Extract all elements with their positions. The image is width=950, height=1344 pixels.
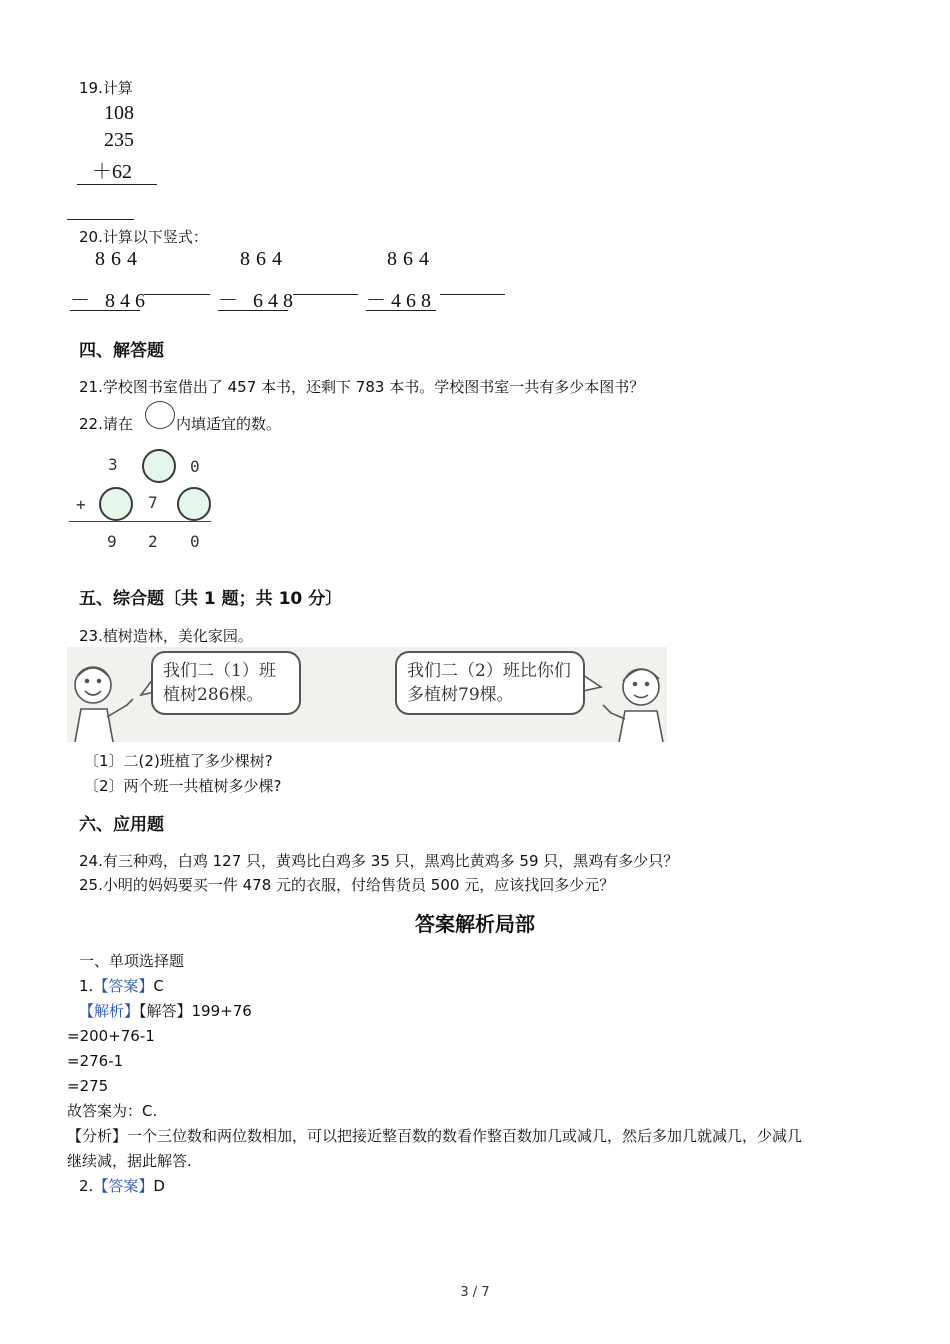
- analysis-tag: 【解析】: [79, 1002, 140, 1020]
- boy-right-icon: [603, 669, 663, 742]
- q20-col1-top: 864: [95, 248, 143, 270]
- q20-col2-bottom: － 648: [218, 290, 298, 312]
- solution-step-2: =276-1: [67, 1052, 124, 1070]
- q24-text: 24.有三种鸡，白鸡 127 只，黄鸡比白鸡多 35 只，黑鸡比黄鸡多 59 只，黑鸡有多少只？: [79, 852, 679, 870]
- q22-row3-digit-3: 0: [190, 532, 200, 551]
- q23-text: 23.植树造林，美化家园。: [79, 627, 253, 645]
- q20-col2-rule: [218, 310, 288, 311]
- analysis-line-2: 继续减，据此解答.: [67, 1152, 192, 1170]
- q22-blank-circle-1[interactable]: [142, 449, 176, 483]
- q19-addend-3: ＋62: [92, 161, 132, 183]
- q23-sub-question-2: 〔2〕两个班一共植树多少棵?: [84, 777, 282, 795]
- q22-blank-circle-3[interactable]: [177, 487, 211, 521]
- q22-row2-digit-2: 7: [148, 493, 158, 512]
- speech-bubble-left: 我们二（1）班植树286棵。: [151, 651, 301, 715]
- q25-text: 25.小明的妈妈要买一件 478 元的衣服，付给售货员 500 元，应该找回多少元？: [79, 876, 615, 894]
- q22-suffix: 内填适宜的数。: [176, 415, 282, 433]
- q19-answer-blank: [67, 219, 134, 220]
- answer-1-number: 1.: [79, 977, 94, 995]
- q19-label: 19.计算: [79, 79, 133, 97]
- q22-plus-sign: +: [76, 495, 86, 514]
- q22-row3-digit-1: 9: [107, 532, 117, 551]
- speech-bubble-right: 我们二（2）班比你们多植树79棵。: [395, 651, 585, 715]
- q20-label: 20.计算以下竖式：: [79, 228, 208, 246]
- q22-row3-digit-2: 2: [148, 532, 158, 551]
- answer-2-value: D: [153, 1177, 165, 1195]
- q20-col3-blank: [440, 294, 505, 295]
- solve-tag: 【解答】199+76: [139, 1002, 252, 1020]
- q19-sum-line: [77, 184, 157, 185]
- section-4-title: 四、解答题: [79, 341, 164, 361]
- q22-sum-line: [69, 521, 211, 522]
- section-6-title: 六、应用题: [79, 815, 164, 835]
- answer-1-row: [79, 976, 164, 996]
- q20-col1-rule: [70, 310, 140, 311]
- solution-step-1: =200+76-1: [67, 1027, 155, 1045]
- q23-sub-question-1: 〔1〕二(2)班植了多少棵树?: [84, 752, 273, 770]
- q22-row1-digit-3: 0: [190, 457, 200, 476]
- page-number: 3 / 7: [460, 1285, 490, 1300]
- q20-col3-top: 864: [387, 248, 435, 270]
- q20-col1-blank: [144, 294, 210, 295]
- answer-tag: 【答案】: [93, 977, 154, 995]
- solution-conclusion: 故答案为：C.: [67, 1102, 158, 1120]
- answer-2-number: 2.: [79, 1177, 94, 1195]
- analysis-row: [79, 1001, 252, 1021]
- q20-col3-bottom: －468: [366, 290, 436, 312]
- solution-step-3: =275: [67, 1077, 109, 1095]
- answer-2-row: [79, 1176, 165, 1196]
- q20-col1-bottom: － 846: [70, 290, 150, 312]
- q22-circle-icon: [145, 401, 175, 429]
- q19-addend-1: 108: [104, 102, 134, 124]
- answer-tag-2: 【答案】: [93, 1177, 154, 1195]
- boy-left-icon: [75, 667, 133, 742]
- q20-col2-blank: [293, 294, 358, 295]
- q21-text: 21.学校图书室借出了 457 本书，还剩下 783 本书。学校图书室一共有多少本图书？: [79, 378, 645, 396]
- q22-prefix: 22.请在: [79, 415, 133, 433]
- q22-blank-circle-2[interactable]: [99, 487, 133, 521]
- q20-col3-rule: [366, 310, 436, 311]
- q23-illustration: [67, 647, 667, 742]
- q20-col2-top: 864: [240, 248, 288, 270]
- answer-1-value: C: [153, 977, 164, 995]
- analysis-line-1: 【分析】一个三位数和两位数相加，可以把接近整百数的数看作整百数加几或减几，然后多加几就减几，少减几: [67, 1127, 803, 1145]
- answers-section-1: 一、单项选择题: [79, 952, 185, 970]
- answers-title: 答案解析局部: [415, 912, 535, 936]
- q19-addend-2: 235: [104, 129, 134, 151]
- q22-row1-digit-1: 3: [108, 455, 118, 474]
- section-5-title: 五、综合题〔共 1 题；共 10 分〕: [79, 589, 343, 609]
